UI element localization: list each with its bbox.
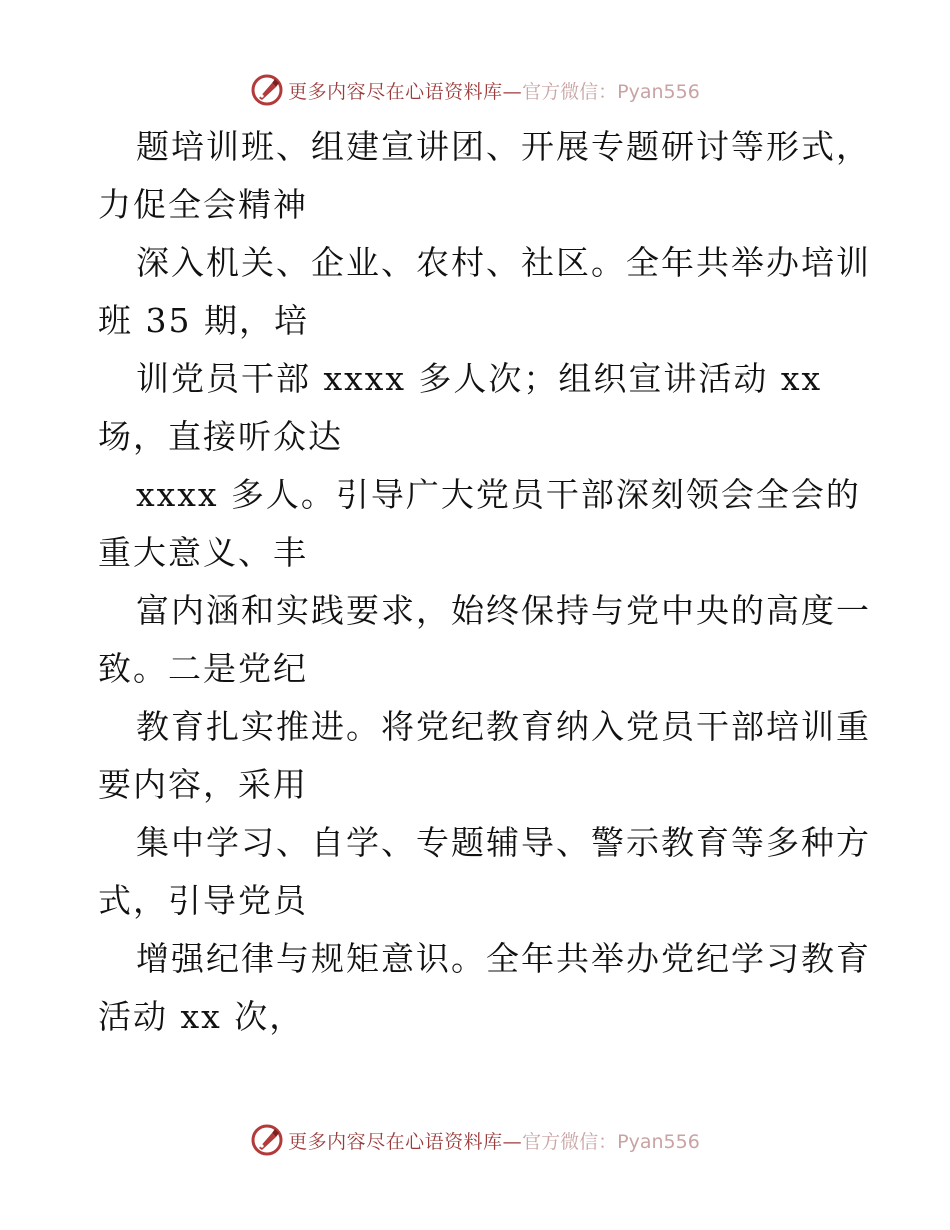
body-text [98,118,871,1046]
text-line: 富内涵和实践要求，始终保持与党中央的高度一 [136,591,871,630]
pen-nib-logo-icon [250,1123,284,1157]
text-line: 题培训班、组建宣讲团、开展专题研讨等形式， [136,127,871,166]
text-line: 要内容，采用 [98,765,308,804]
text-line: 集中学习、自学、专题辅导、警示教育等多种方 [136,823,871,862]
banner-text: 更多内容尽在心语资料库— [288,1130,523,1153]
wechat-text: 官方微信：Pyan556 [522,1130,700,1153]
text-line: 班 35 期，培 [98,301,309,340]
footer-banner [0,1118,950,1162]
text-line: 活动 xx 次， [98,997,305,1036]
text-line: xxxx 多人。引导广大党员干部深刻领会全会的 [136,475,861,514]
text-line: 力促全会精神 [98,185,308,224]
text-line: 式，引导党员 [98,881,308,920]
wechat-text: 官方微信：Pyan556 [522,80,700,103]
text-line: 重大意义、丰 [98,533,308,572]
text-line: 致。二是党纪 [98,649,308,688]
text-line: 训党员干部 xxxx 多人次；组织宣讲活动 xx [136,359,823,398]
text-line: 增强纪律与规矩意识。全年共举办党纪学习教育 [136,939,871,978]
header-banner [0,68,950,112]
pen-nib-logo-icon [250,73,284,107]
banner-text: 更多内容尽在心语资料库— [288,80,523,103]
text-line: 教育扎实推进。将党纪教育纳入党员干部培训重 [136,707,871,746]
text-line: 场，直接听众达 [98,417,343,456]
text-line: 深入机关、企业、农村、社区。全年共举办培训 [136,243,871,282]
